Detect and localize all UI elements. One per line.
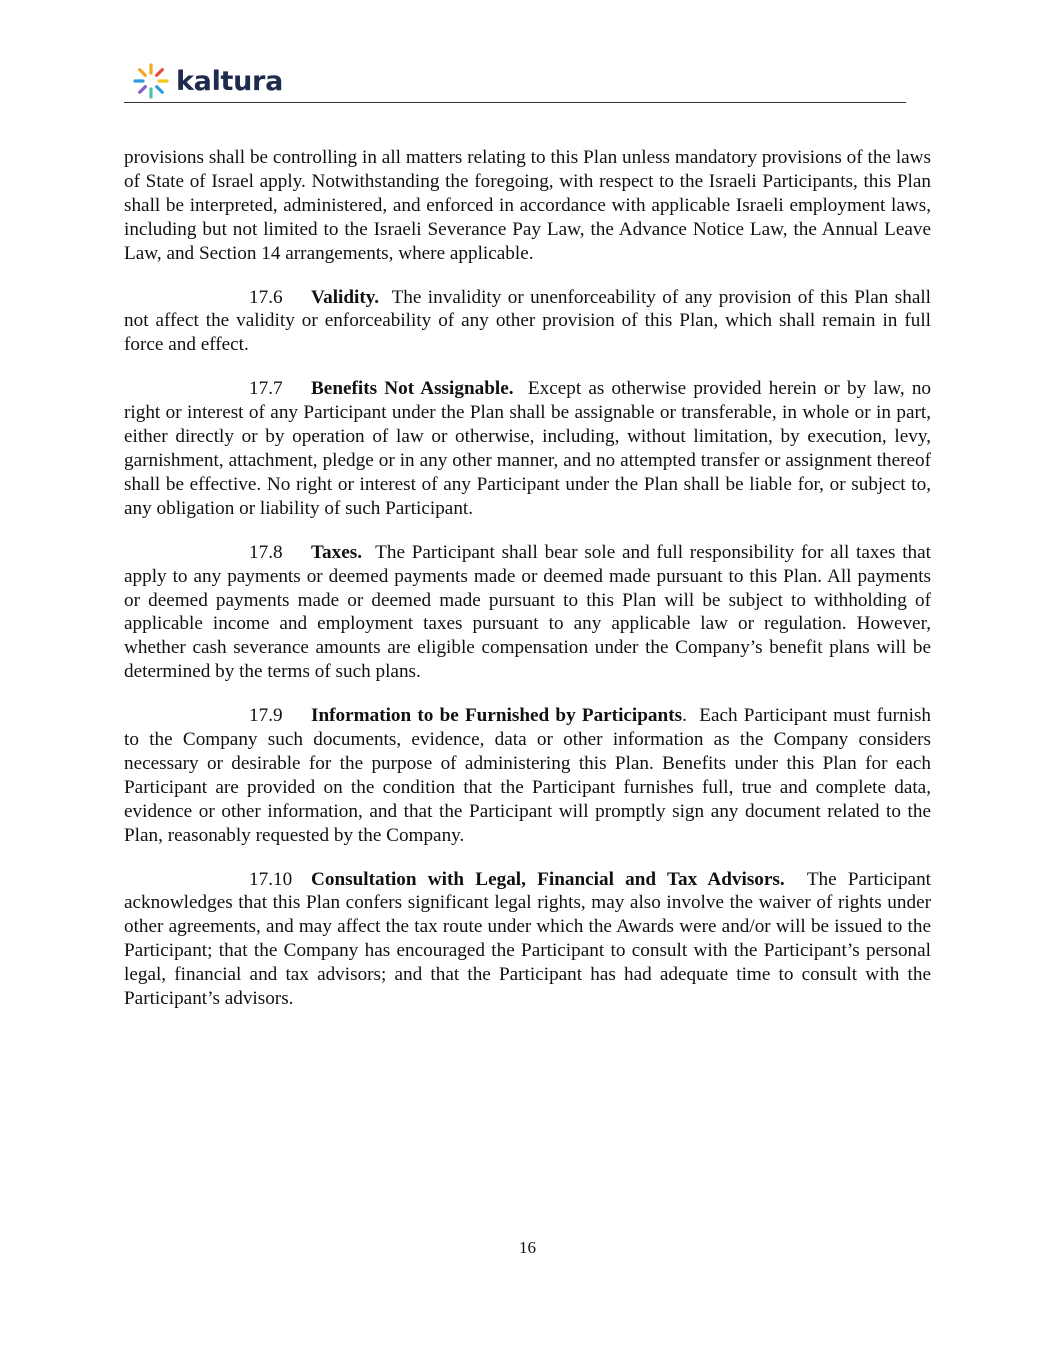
paragraph-text: The invalidity or unenforceability of any provision of this Plan shall not affect the validity or enforceability of any other provision of this Plan, which shall remain in full force and effect. xyxy=(124,286,931,356)
page-number: 16 xyxy=(519,1238,536,1257)
page-header xyxy=(124,58,906,103)
section-heading: Information to be Furnished by Participants xyxy=(311,705,683,727)
section-heading: Consultation with Legal, Financial and Tax Advisors. xyxy=(311,868,785,890)
section-17-8 xyxy=(124,541,931,684)
section-heading: Benefits Not Assignable. xyxy=(311,378,514,400)
section-17-6 xyxy=(124,286,931,358)
section-number: 17.7 xyxy=(249,378,283,400)
section-number: 17.8 xyxy=(249,541,283,563)
section-17-7 xyxy=(124,377,931,520)
section-number: 17.10 xyxy=(249,868,293,890)
heading-suffix: . xyxy=(682,705,687,727)
section-17-10 xyxy=(124,868,931,1011)
paragraph-continuation xyxy=(124,146,931,266)
section-heading: Validity. xyxy=(311,286,380,308)
company-logo xyxy=(132,62,283,100)
section-heading: Taxes. xyxy=(311,541,363,563)
paragraph-text: Except as otherwise provided herein or by law, no right or interest of any Participant under the Plan shall be assignable or transferable, in whole or in part, either directly or by operation of law or otherwise, including, without limitation, by execution, levy, garnishment, attachment, pledge or in any other manner, and no attempted transfer or assignment thereof shall be effective. No right or interest of any Participant under the Plan shall be liable for, or subject to, any obligation or liability of such Participant. xyxy=(124,378,932,519)
paragraph-text: The Participant acknowledges that this Plan confers significant legal rights, may also involve the waiver of rights under other agreements, and may affect the tax route under which the Awards were and/or will be issued to the Participant; that the Company has encouraged the Participant to consult with the Participant’s personal legal, financial and tax advisors; and that the Participant has had adequate time to consult with the Participant’s advisors. xyxy=(124,868,932,1010)
logo-text: kaltura xyxy=(176,65,283,97)
paragraph-text: provisions shall be controlling in all matters relating to this Plan unless mandatory provisions of the laws of State of Israel apply. Notwithstanding the foregoing, with respect to the Israeli Participants, this Plan shall be interpreted, administered, and enforced in accordance with applicable Israeli employment laws, including but not limited to the Israeli Severance Pay Law, the Advance Notice Law, the Annual Leave Law, and Section 14 arrangements, where applicable. xyxy=(124,147,931,264)
section-number: 17.6 xyxy=(249,286,283,308)
paragraph-text: Each Participant must furnish to the Company such documents, evidence, data or other information as the Company considers necessary or desirable for the purpose of administering this Plan. Benefits under this Plan for each Participant are provided on the condition that the Participant furnishes full, true and complete data, evidence or other information, and that the Participant will promptly sign any document related to the Plan, reasonably requested by the Company. xyxy=(124,705,931,846)
section-number: 17.9 xyxy=(249,705,283,727)
document-body xyxy=(124,146,931,1031)
paragraph-text: The Participant shall bear sole and full responsibility for all taxes that apply to any payments or deemed payments made or deemed made pursuant to this Plan. All payments or deemed payments made or deemed made pursuant to this Plan will be subject to withholding of applicable income and employment taxes pursuant to any applicable law or regulation. However, whether cash severance amounts are eligible compensation under the Company’s benefit plans will be determined by the terms of such plans. xyxy=(124,541,931,683)
section-17-9 xyxy=(124,704,931,847)
kaltura-spark-icon xyxy=(132,62,170,100)
